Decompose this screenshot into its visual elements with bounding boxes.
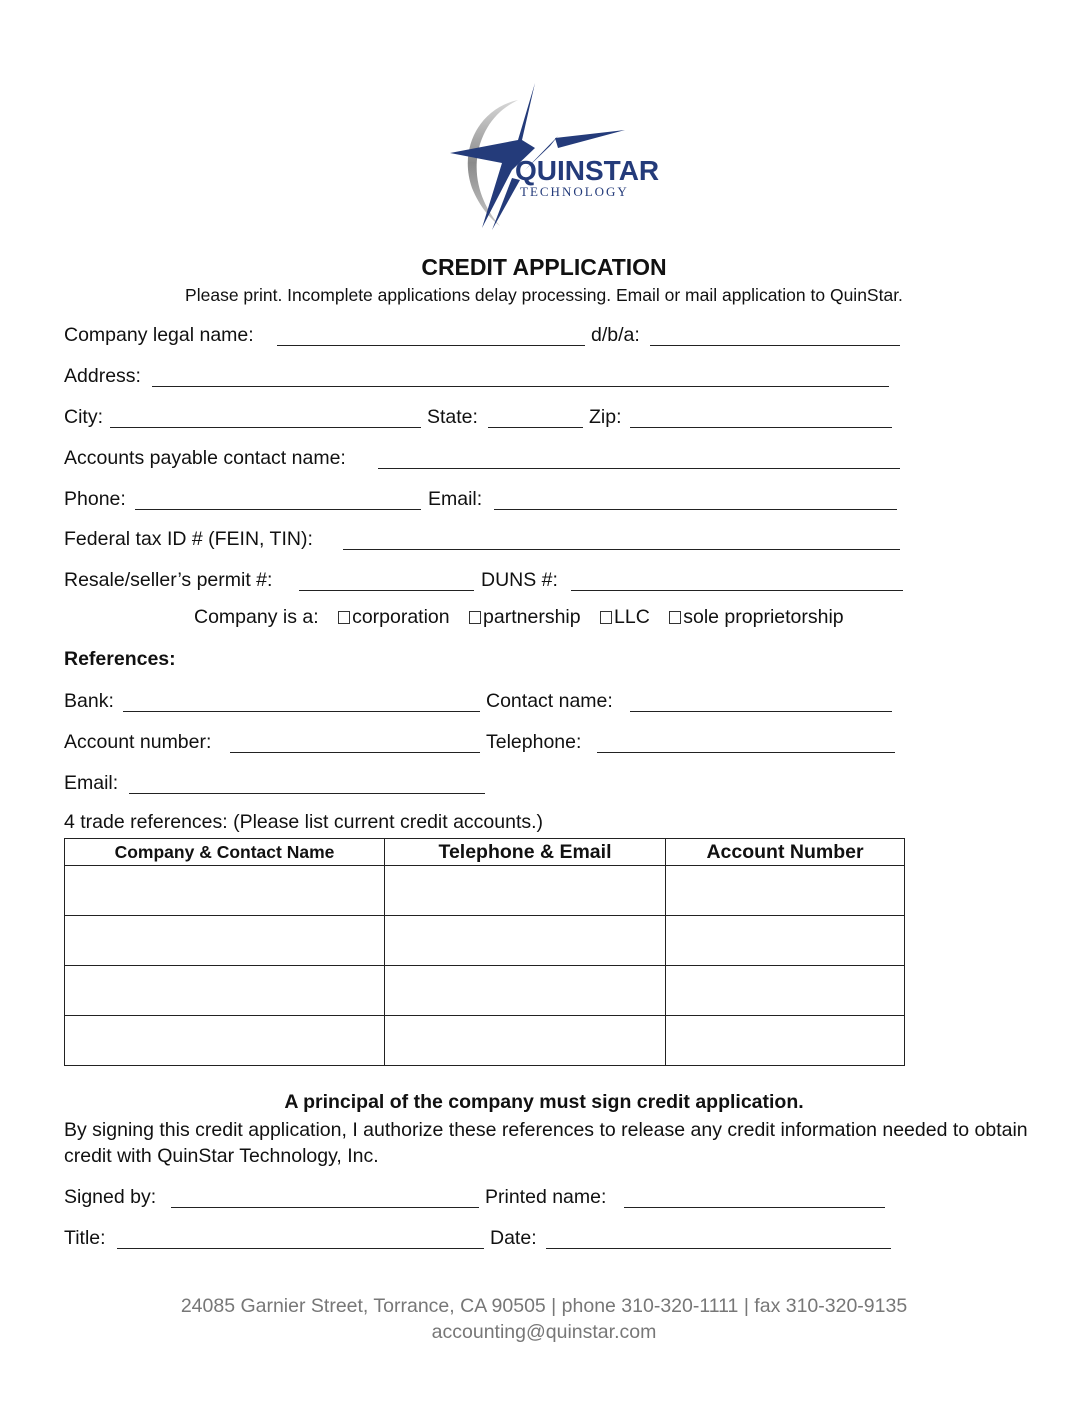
checkbox-icon[interactable] xyxy=(469,611,481,624)
quinstar-logo xyxy=(440,78,660,238)
label-bank: Bank: xyxy=(64,690,114,712)
label-zip: Zip: xyxy=(589,406,622,428)
footer-email: accounting@quinstar.com xyxy=(431,1321,657,1343)
label-phone: Phone: xyxy=(64,488,126,510)
option-corporation[interactable]: corporation xyxy=(338,606,450,628)
table-cell[interactable] xyxy=(385,866,666,916)
label-contact-name: Contact name: xyxy=(486,690,613,712)
address-field[interactable] xyxy=(152,386,889,387)
federal-tax-id-field[interactable] xyxy=(343,549,900,550)
row-city-state-zip xyxy=(64,405,904,433)
col-header-company-contact: Company & Contact Name xyxy=(65,839,385,866)
trade-references-label: 4 trade references: (Please list current credit accounts.) xyxy=(64,811,544,833)
label-reference-email: Email: xyxy=(64,772,119,794)
page-title: CREDIT APPLICATION xyxy=(421,254,667,280)
row-title-date xyxy=(64,1226,904,1254)
label-telephone: Telephone: xyxy=(486,731,582,753)
label-signed-by: Signed by: xyxy=(64,1186,157,1208)
duns-field[interactable] xyxy=(571,590,903,591)
table-cell[interactable] xyxy=(385,916,666,966)
option-llc[interactable]: LLC xyxy=(600,606,650,628)
checkbox-icon[interactable] xyxy=(338,611,350,624)
label-date: Date: xyxy=(490,1227,537,1249)
city-field[interactable] xyxy=(110,427,421,428)
label-dba: d/b/a: xyxy=(591,324,640,346)
table-cell[interactable] xyxy=(666,966,905,1016)
authorization-text: By signing this credit application, I authorize these references to release any credit information needed to obtain credit with QuinStar Technology, Inc. xyxy=(64,1119,1028,1167)
page-subtitle: Please print. Incomplete applications delay processing. Email or mail application to QuinStar. xyxy=(185,285,903,305)
table-cell[interactable] xyxy=(666,1016,905,1066)
col-header-telephone-email: Telephone & Email xyxy=(385,839,666,866)
table-cell[interactable] xyxy=(65,866,385,916)
account-number-field[interactable] xyxy=(230,752,480,753)
row-phone-email xyxy=(64,487,904,515)
table-row xyxy=(65,1016,905,1066)
trade-references-table xyxy=(64,838,905,1066)
row-resale-duns xyxy=(64,568,909,596)
label-email: Email: xyxy=(428,488,483,510)
checkbox-icon[interactable] xyxy=(600,611,612,624)
label-address: Address: xyxy=(64,365,141,387)
table-cell[interactable] xyxy=(666,866,905,916)
telephone-field[interactable] xyxy=(597,752,895,753)
state-field[interactable] xyxy=(488,427,583,428)
logo-brand: QUINSTAR xyxy=(515,155,660,186)
title-field[interactable] xyxy=(117,1248,484,1249)
label-account-number: Account number: xyxy=(64,731,212,753)
row-address xyxy=(64,364,904,392)
row-reference-email xyxy=(64,771,904,799)
resale-permit-field[interactable] xyxy=(299,590,474,591)
company-legal-name-field[interactable] xyxy=(277,345,585,346)
email-field[interactable] xyxy=(494,509,897,510)
row-signed-printed xyxy=(64,1185,904,1213)
signature-notice: A principal of the company must sign credit application. xyxy=(284,1091,804,1113)
label-federal-tax-id: Federal tax ID # (FEIN, TIN): xyxy=(64,528,313,550)
table-cell[interactable] xyxy=(385,1016,666,1066)
row-bank-contact xyxy=(64,689,904,717)
printed-name-field[interactable] xyxy=(624,1207,885,1208)
footer-address: 24085 Garnier Street, Torrance, CA 90505 | phone 310-320-1111 | fax 310-320-9135 xyxy=(180,1295,908,1317)
table-cell[interactable] xyxy=(385,966,666,1016)
table-cell[interactable] xyxy=(65,1016,385,1066)
company-type-row xyxy=(194,606,844,629)
table-cell[interactable] xyxy=(65,916,385,966)
option-partnership[interactable]: partnership xyxy=(469,606,581,628)
table-cell[interactable] xyxy=(666,916,905,966)
row-account-telephone xyxy=(64,730,904,758)
phone-field[interactable] xyxy=(135,509,421,510)
zip-field[interactable] xyxy=(630,427,892,428)
table-row xyxy=(65,966,905,1016)
label-title: Title: xyxy=(64,1227,106,1249)
table-row xyxy=(65,916,905,966)
references-heading: References: xyxy=(64,648,176,670)
label-duns: DUNS #: xyxy=(481,569,558,591)
label-company-type: Company is a: xyxy=(194,606,319,628)
bank-contact-name-field[interactable] xyxy=(630,711,892,712)
label-printed-name: Printed name: xyxy=(485,1186,607,1208)
table-cell[interactable] xyxy=(65,966,385,1016)
row-company-name xyxy=(64,323,904,351)
star-swoosh-icon xyxy=(440,78,660,238)
ap-contact-field[interactable] xyxy=(378,468,900,469)
label-resale-permit: Resale/seller’s permit #: xyxy=(64,569,273,591)
checkbox-icon[interactable] xyxy=(669,611,681,624)
label-state: State: xyxy=(427,406,478,428)
label-ap-contact: Accounts payable contact name: xyxy=(64,447,346,469)
row-federal-tax-id xyxy=(64,527,904,555)
reference-email-field[interactable] xyxy=(129,793,485,794)
table-row xyxy=(65,866,905,916)
date-field[interactable] xyxy=(546,1248,891,1249)
label-company-legal-name: Company legal name: xyxy=(64,324,254,346)
dba-field[interactable] xyxy=(650,345,900,346)
row-ap-contact xyxy=(64,446,904,474)
bank-field[interactable] xyxy=(123,711,480,712)
option-sole-proprietorship[interactable]: sole proprietorship xyxy=(669,606,843,628)
label-city: City: xyxy=(64,406,103,428)
signed-by-field[interactable] xyxy=(171,1207,479,1208)
logo-tagline: TECHNOLOGY xyxy=(520,184,629,199)
col-header-account-number: Account Number xyxy=(666,839,905,866)
